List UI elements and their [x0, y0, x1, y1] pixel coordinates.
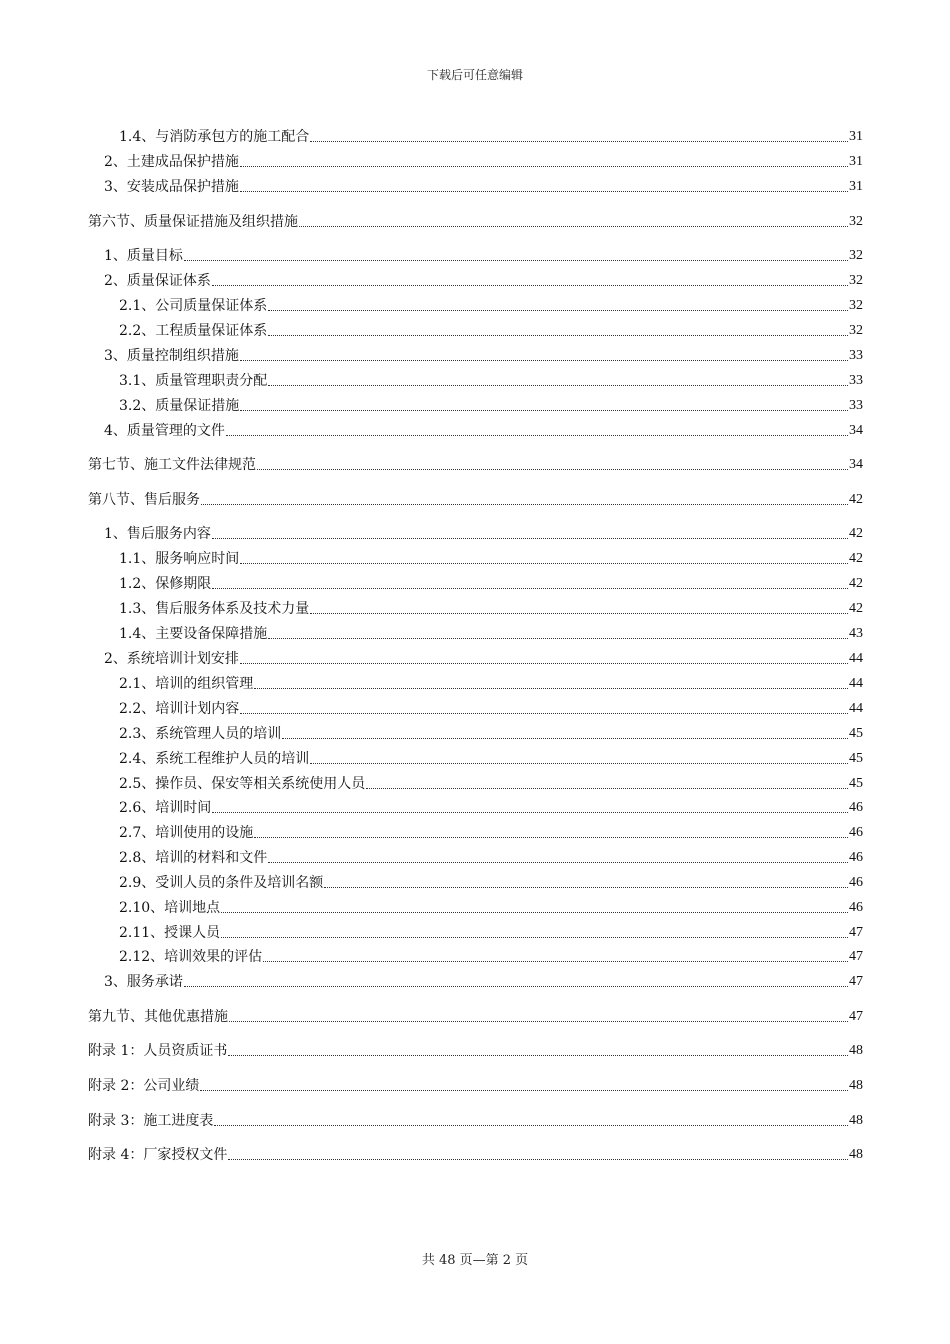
toc-page-number: 46: [849, 825, 863, 840]
toc-entry-title: 1.1、服务响应时间: [119, 551, 240, 567]
toc-page-number: 48: [849, 1147, 863, 1162]
toc-entry[interactable]: [104, 971, 863, 991]
toc-entry-title: 1.3、售后服务体系及技术力量: [119, 601, 310, 617]
toc-dot-leader: [310, 613, 848, 614]
toc-entry-title: 2.1、培训的组织管理: [119, 676, 254, 692]
toc-entry-title: 附录 3：施工进度表: [88, 1113, 214, 1129]
toc-page-number: 43: [849, 626, 863, 641]
toc-entry-title: 4、质量管理的文件: [104, 423, 225, 439]
toc-page-number: 32: [849, 323, 863, 338]
toc-entry[interactable]: [104, 245, 863, 265]
toc-page-number: 33: [849, 348, 863, 363]
toc-entry-title: 2.1、公司质量保证体系: [119, 298, 268, 314]
toc-entry-title: 2.12、培训效果的评估: [119, 949, 263, 965]
toc-entry[interactable]: [119, 872, 863, 892]
toc-entry[interactable]: [104, 523, 863, 543]
toc-entry[interactable]: [119, 370, 863, 390]
toc-page-number: 34: [849, 423, 863, 438]
toc-entry-title: 2.5、操作员、保安等相关系统使用人员: [119, 776, 366, 792]
toc-page-number: 32: [849, 248, 863, 263]
toc-entry[interactable]: [119, 748, 863, 768]
toc-entry[interactable]: [104, 151, 863, 171]
toc-entry-title: 3.2、质量保证措施: [119, 398, 240, 414]
toc-page-number: 42: [849, 601, 863, 616]
toc-entry-title: 2.2、培训计划内容: [119, 701, 240, 717]
toc-dot-leader: [268, 335, 848, 336]
toc-page-number: 31: [849, 179, 863, 194]
toc-dot-leader: [228, 1159, 848, 1160]
toc-entry-title: 3、质量控制组织措施: [104, 348, 239, 364]
toc-page-number: 42: [849, 551, 863, 566]
toc-entry[interactable]: [88, 454, 863, 474]
toc-dot-leader: [263, 961, 848, 962]
toc-page-number: 34: [849, 457, 863, 472]
toc-dot-leader: [226, 435, 848, 436]
toc-entry-title: 2.3、系统管理人员的培训: [119, 726, 282, 742]
toc-dot-leader: [228, 1055, 848, 1056]
toc-entry-title: 第六节、质量保证措施及组织措施: [88, 214, 298, 230]
toc-entry[interactable]: [119, 320, 863, 340]
toc-dot-leader: [240, 410, 848, 411]
toc-entry-title: 1、质量目标: [104, 248, 183, 264]
toc-page-number: 48: [849, 1043, 863, 1058]
toc-dot-leader: [212, 812, 848, 813]
toc-page-number: 47: [849, 949, 863, 964]
toc-dot-leader: [254, 688, 848, 689]
toc-dot-leader: [268, 862, 848, 863]
toc-dot-leader: [310, 763, 848, 764]
toc-entry-title: 1.2、保修期限: [119, 576, 212, 592]
toc-entry-title: 2.7、培训使用的设施: [119, 825, 254, 841]
toc-page-number: 45: [849, 751, 863, 766]
toc-page-number: 44: [849, 676, 863, 691]
toc-dot-leader: [240, 663, 848, 664]
toc-dot-leader: [268, 310, 848, 311]
toc-page-number: 46: [849, 800, 863, 815]
toc-dot-leader: [221, 912, 848, 913]
toc-page-number: 31: [849, 129, 863, 144]
toc-page-number: 48: [849, 1113, 863, 1128]
toc-entry-title: 2.8、培训的材料和文件: [119, 850, 268, 866]
toc-entry[interactable]: [119, 395, 863, 415]
toc-entry[interactable]: [88, 1040, 863, 1060]
toc-entry-title: 2、质量保证体系: [104, 273, 211, 289]
toc-entry[interactable]: [119, 573, 863, 593]
toc-dot-leader: [184, 260, 848, 261]
toc-entry-title: 第七节、施工文件法律规范: [88, 457, 256, 473]
toc-dot-leader: [214, 1125, 848, 1126]
toc-page-number: 32: [849, 273, 863, 288]
toc-page-number: 31: [849, 154, 863, 169]
toc-page-number: 46: [849, 875, 863, 890]
toc-entry[interactable]: [119, 673, 863, 693]
toc-page-number: 42: [849, 576, 863, 591]
toc-page-number: 47: [849, 974, 863, 989]
toc-entry[interactable]: [119, 698, 863, 718]
toc-entry[interactable]: [119, 723, 863, 743]
toc-entry[interactable]: [119, 548, 863, 568]
toc-entry[interactable]: [104, 345, 863, 365]
toc-entry-title: 2.2、工程质量保证体系: [119, 323, 268, 339]
toc-entry-title: 2.11、授课人员: [119, 925, 221, 941]
toc-entry[interactable]: [119, 773, 863, 793]
toc-page-number: 47: [849, 1009, 863, 1024]
toc-entry[interactable]: [119, 797, 863, 817]
toc-entry[interactable]: [88, 1006, 863, 1026]
toc-dot-leader: [282, 738, 848, 739]
toc-entry-title: 2、土建成品保护措施: [104, 154, 239, 170]
toc-entry-title: 1、售后服务内容: [104, 526, 211, 542]
toc-entry-title: 2.4、系统工程维护人员的培训: [119, 751, 310, 767]
toc-page-number: 46: [849, 850, 863, 865]
toc-entry[interactable]: [88, 1110, 863, 1130]
toc-dot-leader: [299, 226, 848, 227]
page-header: 下载后可任意编辑: [426, 68, 523, 82]
toc-page-number: 32: [849, 298, 863, 313]
toc-entry[interactable]: [104, 648, 863, 668]
toc-entry-title: 3、安装成品保护措施: [104, 179, 239, 195]
toc-entry-title: 3.1、质量管理职责分配: [119, 373, 268, 389]
toc-entry[interactable]: [119, 946, 863, 966]
toc-dot-leader: [212, 538, 848, 539]
toc-page-number: 33: [849, 398, 863, 413]
toc-dot-leader: [257, 469, 848, 470]
toc-dot-leader: [240, 360, 848, 361]
page-footer: 共 48 页—第 2 页: [421, 1253, 529, 1268]
toc-entry-title: 2、系统培训计划安排: [104, 651, 239, 667]
toc-entry[interactable]: [119, 598, 863, 618]
toc-entry-title: 附录 2：公司业绩: [88, 1078, 200, 1094]
toc-entry-title: 1.4、主要设备保障措施: [119, 626, 268, 642]
toc-dot-leader: [254, 837, 848, 838]
toc-entry[interactable]: [88, 1075, 863, 1095]
toc-entry[interactable]: [119, 623, 863, 643]
toc-dot-leader: [212, 588, 848, 589]
toc-entry[interactable]: [88, 1144, 863, 1164]
toc-entry[interactable]: [88, 489, 863, 509]
toc-entry-title: 附录 1：人员资质证书: [88, 1043, 228, 1059]
toc-page-number: 44: [849, 651, 863, 666]
toc-dot-leader: [212, 285, 848, 286]
toc-dot-leader: [268, 385, 848, 386]
toc-dot-leader: [268, 638, 848, 639]
toc-entry-title: 2.9、受训人员的条件及培训名额: [119, 875, 324, 891]
toc-page-number: 42: [849, 526, 863, 541]
toc-dot-leader: [240, 713, 848, 714]
toc-page-number: 46: [849, 900, 863, 915]
toc-dot-leader: [184, 986, 848, 987]
toc-page-number: 45: [849, 726, 863, 741]
toc-dot-leader: [221, 937, 848, 938]
toc-entry[interactable]: [119, 126, 863, 146]
toc-entry-title: 第八节、售后服务: [88, 492, 200, 508]
toc-entry[interactable]: [104, 420, 863, 440]
toc-entry[interactable]: [119, 847, 863, 867]
toc-entry-title: 1.4、与消防承包方的施工配合: [119, 129, 310, 145]
toc-page-number: 47: [849, 925, 863, 940]
toc-entry[interactable]: [104, 176, 863, 196]
toc-page-number: 48: [849, 1078, 863, 1093]
toc-entry-title: 3、服务承诺: [104, 974, 183, 990]
toc-entry-title: 2.6、培训时间: [119, 800, 212, 816]
toc-dot-leader: [240, 191, 848, 192]
toc-entry[interactable]: [119, 897, 863, 917]
toc-entry-title: 2.10、培训地点: [119, 900, 221, 916]
toc-dot-leader: [229, 1021, 848, 1022]
toc-page-number: 44: [849, 701, 863, 716]
toc-dot-leader: [240, 166, 848, 167]
toc-entry[interactable]: [119, 295, 863, 315]
toc-page-number: 45: [849, 776, 863, 791]
toc-entry-title: 附录 4：厂家授权文件: [88, 1147, 228, 1163]
toc-entry[interactable]: [88, 211, 863, 231]
toc-dot-leader: [240, 563, 848, 564]
toc-page-number: 42: [849, 492, 863, 507]
toc-entry[interactable]: [119, 922, 863, 942]
toc-dot-leader: [310, 141, 848, 142]
toc-page-number: 33: [849, 373, 863, 388]
toc-entry-title: 第九节、其他优惠措施: [88, 1009, 228, 1025]
toc-dot-leader: [366, 788, 848, 789]
toc-entry[interactable]: [104, 270, 863, 290]
toc-dot-leader: [200, 1090, 848, 1091]
toc-page-number: 32: [849, 214, 863, 229]
toc-dot-leader: [201, 504, 848, 505]
toc-entry[interactable]: [119, 822, 863, 842]
toc-dot-leader: [324, 887, 848, 888]
